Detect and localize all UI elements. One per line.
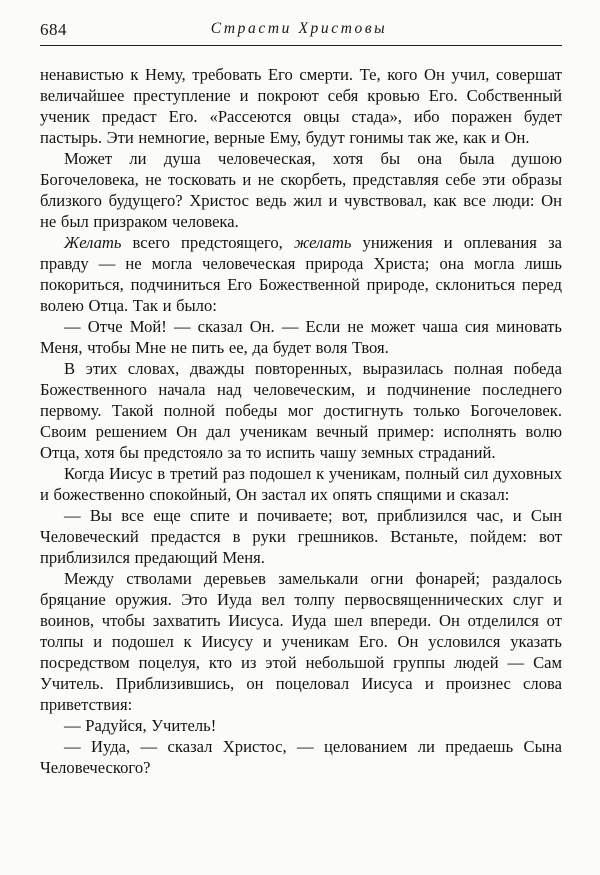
- paragraph: [40, 232, 562, 316]
- text-run: — Радуйся, Учитель!: [64, 716, 217, 735]
- header-rule: [40, 45, 562, 46]
- text-run: — Отче Мой! — сказал Он. — Если не может чаша сия миновать Меня, чтобы Мне не пить ее, да будет воля Твоя.: [40, 317, 562, 357]
- text-run: ненавистью к Нему, требовать Его смерти. Те, кого Он учил, совершат величайшее преступление и покроют себя кровью Его. Собственный ученик предаст Его. «Рассеются овцы стада», ибо поражен будет пастырь. Эти немногие, верные Ему, будут гонимы так же, как и Он.: [40, 65, 562, 147]
- paragraph: [40, 715, 562, 736]
- emphasized-text: Желать: [64, 233, 122, 252]
- text-run: всего предстоящего,: [121, 233, 294, 252]
- text-run: Когда Иисус в третий раз подошел к ученикам, полный сил духовных и божественно спокойный, Он застал их опять спящими и сказал:: [40, 464, 562, 504]
- paragraph: [40, 358, 562, 463]
- text-run: — Вы все еще спите и почиваете; вот, приблизился час, и Сын Человеческий предастся в руки грешников. Встаньте, пойдем: вот приблизился предающий Меня.: [40, 506, 562, 567]
- paragraph: [40, 148, 562, 232]
- text-run: унижения и оплевания за правду — не могла человеческая природа Христа; она могла лишь покориться, подчиниться Его Божественной природе, склониться перед волею Отца. Так и было:: [40, 233, 562, 315]
- paragraph: [40, 568, 562, 715]
- text-run: Между стволами деревьев замелькали огни фонарей; раздалось бряцание оружия. Это Иуда вел толпу первосвященнических слуг и воинов, чтобы захватить Иисуса. Иуда шел впереди. Он отделился от толпы и подошел к Иисусу и ученикам Его. Он условился указать посредством поцелуя, кто из этой небольшой группы людей — Сам Учитель. Приблизившись, он поцеловал Иисуса и произнес слова приветствия:: [40, 569, 562, 714]
- paragraph: [40, 316, 562, 358]
- emphasized-text: желать: [293, 233, 352, 252]
- text-run: Может ли душа человеческая, хотя бы она была душою Богочеловека, не тосковать и не скорбеть, представляя себе эти образы близкого будущего? Христос ведь жил и чувствовал, как все люди: Он не был призраком человека.: [40, 149, 562, 231]
- paragraph: [40, 505, 562, 568]
- running-head-title: Страсти Христовы: [210, 20, 388, 37]
- page-number: 684: [40, 20, 67, 39]
- paragraph: [40, 463, 562, 505]
- page-body: [40, 64, 562, 778]
- text-run: — Иуда, — сказал Христос, — целованием ли предаешь Сына Человеческого?: [40, 737, 562, 777]
- text-run: В этих словах, дважды повторенных, выразилась полная победа Божественного начала над человеческим, и подчинение последнего первому. Такой полной победы мог достигнуть только Богочеловек. Своим решением Он дал ученикам вечный пример: исполнять волю Отца, хотя бы предстояло за то испить чашу земных страданий.: [40, 359, 562, 462]
- running-head: [40, 20, 562, 42]
- paragraph: [40, 64, 562, 148]
- paragraph: [40, 736, 562, 778]
